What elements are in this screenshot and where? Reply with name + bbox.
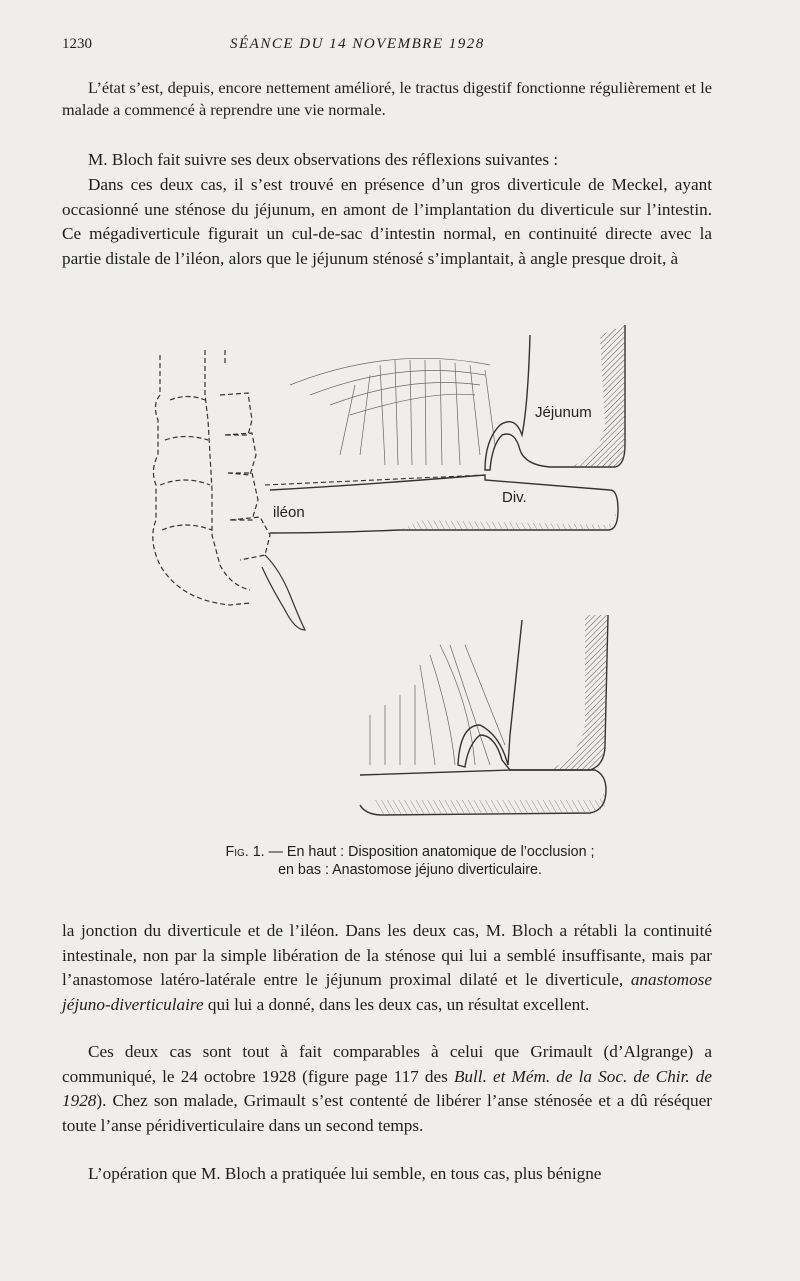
page-number: 1230 [62,36,92,52]
label-jejunum: Jéjunum [535,404,592,421]
paragraph-5 [62,1040,712,1138]
running-title: SÉANCE DU 14 NOVEMBRE 1928 [230,36,485,52]
paragraph-1: L’état s’est, depuis, encore nettement amélioré, le tractus digestif fonctionne régulièrement et le malade a commencé à reprendre une vie normale. [62,78,712,119]
jejunum-hatch [570,325,625,467]
colon-outline [153,350,270,605]
paragraph-4-italic: anastomose jéjuno-diverticulaire [62,970,712,1014]
page-header [62,36,712,56]
paragraph-6: L’opération que M. Bloch a pratiquée lui semble, en tous cas, plus bénigne [88,1164,602,1183]
figure-caption-line1: — En haut : Disposition anatomique de l’occlusion ; [264,844,595,860]
diverticulum-hatch [400,510,616,530]
paragraph-4-text-a: la jonction du diverticule et de l’iléon. Dans les deux cas, M. Bloch a rétabli la continuité intestinale, non par la simple libération de la sténose qui lui a semblé insuffisante, mais par l’anastomose latéro-latérale entre le jéjunum proximal dilaté et le diverticule, [62,921,712,990]
anatomical-figure [130,305,650,835]
label-ileon: iléon [273,504,305,521]
appendix-outline [262,555,305,630]
mesentery-fan-top [290,358,495,465]
paragraph-5-italic: Bull. et Mém. de la Soc. de Chir. de 1928 [62,1066,712,1111]
jejunum-bottom-hatch [550,615,608,770]
mesentery-fan-bottom [370,645,505,765]
paragraph-2: M. Bloch fait suivre ses deux observations des réflexions suivantes : [88,150,559,169]
figure-drawing [130,305,650,835]
paragraph-5-text-a: Ces deux cas sont tout à fait comparables à celui que Grimault (d’Algrange) a communiqué, le 24 octobre 1928 (figure page 117 des [62,1042,712,1086]
paragraph-3: Dans ces deux cas, il s’est trouvé en présence d’un gros diverticule de Meckel, ayant occasionné une sténose du jéjunum, en amont de l’implantation du diverticule sur l’intestin. Ce mégadiverticule figurait un cul-de-sac d’intestin normal, en continuité directe avec la partie distale de l’iléon, alors que le jéjunum sténosé s’implantait, à angle presque droit, à [62,175,712,268]
paragraph-5-text-b: ). Chez son malade, Grimault s’est contenté de libérer l’anse sténosée et a dû réséquer toute l’anse péridiverticulaire dans un second temps. [62,1091,712,1135]
figure-caption [130,843,690,879]
label-div: Div. [502,489,527,506]
anastomosis-hatch [370,785,606,815]
paragraph-4-text-b: qui lui a donné, dans les deux cas, un résultat excellent. [203,994,590,1014]
figure-caption-line2: en bas : Anastomose jéjuno diverticulaire. [278,862,542,878]
paragraph-4 [62,919,712,1017]
figure-caption-label: Fig. 1. [225,844,265,860]
